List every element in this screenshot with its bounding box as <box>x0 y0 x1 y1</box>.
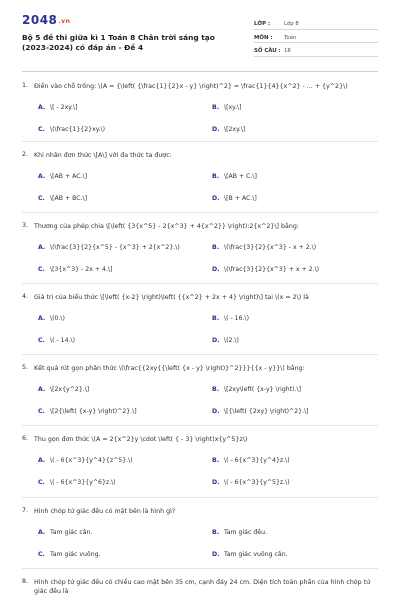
question-number: 2. <box>22 151 29 158</box>
option-text: \( - 16.\) <box>224 315 250 322</box>
option-text: Tam giác vuông cân. <box>224 551 288 558</box>
meta-row-subject: MÔN : Toán <box>254 31 378 44</box>
option-letter: D. <box>212 551 220 558</box>
option-letter: C. <box>38 479 45 486</box>
option-text: \(0.\) <box>50 315 65 322</box>
question-number: 1. <box>22 82 29 89</box>
option-d[interactable] <box>212 266 319 273</box>
option-text: \[2xy\left( {x-y} \right).\] <box>224 386 302 393</box>
option-b[interactable] <box>212 244 316 251</box>
option-c[interactable] <box>38 551 101 558</box>
option-text: Tam giác đều. <box>224 529 267 536</box>
question-number: 7. <box>22 507 29 514</box>
option-letter: A. <box>38 529 46 536</box>
option-text: \(\frac{3}{2}{x^3} - x + 2.\) <box>224 244 317 251</box>
option-letter: D. <box>212 266 220 273</box>
option-b[interactable] <box>212 315 249 322</box>
question-text: Khi nhân đơn thức \[A\] với đa thức ta được: <box>34 152 172 159</box>
question-divider <box>22 283 378 284</box>
option-b[interactable] <box>212 529 267 536</box>
question-divider <box>22 141 378 142</box>
option-letter: B. <box>212 386 220 393</box>
option-letter: D. <box>212 479 220 486</box>
question-text: Điền vào chỗ trống: \(A = {\left( {\frac{1}{2}x - y} \right)^2} = \frac{1}{4}{x^2} - ... + {y^2}\) <box>34 83 348 90</box>
option-a[interactable] <box>38 104 78 111</box>
option-d[interactable] <box>212 551 288 558</box>
option-c[interactable] <box>38 479 116 486</box>
option-a[interactable] <box>38 315 65 322</box>
question-number: 5. <box>22 364 29 371</box>
meta-info <box>254 17 378 58</box>
option-d[interactable] <box>212 479 290 486</box>
question-number: 4. <box>22 293 29 300</box>
option-text: \[3{x^3} - 2x + 4.\] <box>50 266 113 273</box>
question-divider <box>22 212 378 213</box>
header-divider <box>22 71 378 72</box>
option-a[interactable] <box>38 529 92 536</box>
option-letter: B. <box>212 529 220 536</box>
question-text: Hình chóp tứ giác đều có mặt bên là hình gì? <box>34 508 176 515</box>
question-text: Thương của phép chia \[\left( {3{x^5} - 2{x^3} + 4{x^2}} \right):2{x^2}\] bằng: <box>34 223 299 230</box>
question-divider <box>22 568 378 569</box>
option-text: \(\frac{3}{2}{x^5} - {x^3} + 2{x^2}.\) <box>50 244 180 251</box>
option-letter: D. <box>212 337 220 344</box>
option-text: \[B + AC.\] <box>224 195 257 202</box>
option-letter: B. <box>212 457 220 464</box>
question-number: 3. <box>22 222 29 229</box>
option-a[interactable] <box>38 457 133 464</box>
option-letter: D. <box>212 195 220 202</box>
meta-row-class: LỚP : Lớp 8 <box>254 17 378 30</box>
question-text: Giá trị của biểu thức \[\left( {x-2} \right)\left( {{x^2} + 2x + 4} \right)\] tại \(x = 2\) là <box>34 294 309 301</box>
option-letter: B. <box>212 173 220 180</box>
option-d[interactable] <box>212 195 257 202</box>
option-letter: C. <box>38 266 45 273</box>
option-a[interactable] <box>38 244 180 251</box>
option-text: \( - 6{x^3}{y^5}z.\) <box>224 479 290 486</box>
option-text: \[ - 2xy.\] <box>50 104 78 111</box>
option-text: \[AB + AC.\] <box>50 173 88 180</box>
option-text: \( - 14.\) <box>50 337 76 344</box>
option-letter: D. <box>212 408 220 415</box>
option-d[interactable] <box>212 337 239 344</box>
option-letter: B. <box>212 104 220 111</box>
option-b[interactable] <box>212 457 290 464</box>
option-letter: B. <box>212 244 220 251</box>
option-letter: C. <box>38 195 45 202</box>
question-text: Kết quả rút gọn phân thức \(\frac{{2xy{{\left( {x - y} \right)}^2}}}{{x - y}}\) bằng: <box>34 365 305 372</box>
option-text: \(\frac{3}{2}{x^3} + x + 2.\) <box>224 266 320 273</box>
option-text: \[xy.\] <box>224 104 242 111</box>
option-b[interactable] <box>212 173 257 180</box>
option-letter: C. <box>38 408 45 415</box>
option-text: \[AB + BC.\] <box>50 195 88 202</box>
option-c[interactable] <box>38 408 137 415</box>
option-letter: A. <box>38 457 46 464</box>
question-text: Hình chóp tứ giác đều có chiều cao mặt bên 35 cm, cạnh đáy 24 cm. Diện tích toàn phần của hình chóp tứ giác đều là <box>34 579 371 595</box>
document-title: Bộ 5 đề thi giữa kì 1 Toán 8 Chân trời sáng tạo (2023-2024) có đáp án - Đề 4 <box>22 33 215 52</box>
option-text: \[2xy.\] <box>224 126 246 133</box>
option-letter: C. <box>38 126 45 133</box>
page-header <box>0 0 400 66</box>
option-letter: C. <box>38 551 45 558</box>
option-text: Tam giác vuông. <box>50 551 101 558</box>
option-c[interactable] <box>38 126 105 133</box>
option-letter: C. <box>38 337 45 344</box>
option-d[interactable] <box>212 126 245 133</box>
option-c[interactable] <box>38 195 87 202</box>
option-b[interactable] <box>212 386 301 393</box>
option-letter: A. <box>38 386 46 393</box>
option-letter: B. <box>212 315 220 322</box>
question-divider <box>22 354 378 355</box>
option-d[interactable] <box>212 408 309 415</box>
option-text: \(2.\) <box>224 337 239 344</box>
option-text: \[2{\left( {x-y} \right)^2}.\] <box>50 408 137 415</box>
option-letter: D. <box>212 126 220 133</box>
option-text: \(\frac{1}{2}xy.\) <box>50 126 106 133</box>
meta-row-count: SỐ CÂU : 18 <box>254 44 378 57</box>
option-text: \( - 6{x^3}{y^4}z.\) <box>224 457 290 464</box>
option-text: Tam giác cân. <box>50 529 93 536</box>
option-a[interactable] <box>38 386 89 393</box>
question-number: 6. <box>22 435 29 442</box>
question-number: 8. <box>22 578 29 585</box>
option-text: \[{\left( {2xy} \right)^2}.\] <box>224 408 309 415</box>
option-c[interactable] <box>38 337 75 344</box>
option-letter: A. <box>38 244 46 251</box>
site-logo[interactable]: 2048.vn <box>22 13 71 27</box>
option-a[interactable] <box>38 173 87 180</box>
question-divider <box>22 425 378 426</box>
option-text: \[2x{y^2}.\] <box>50 386 90 393</box>
option-text: \( - 6{x^3}{y^6}z.\) <box>50 479 116 486</box>
option-c[interactable] <box>38 266 112 273</box>
question-divider <box>22 497 378 498</box>
option-letter: A. <box>38 104 46 111</box>
option-text: \[AB + C.\] <box>224 173 257 180</box>
option-letter: A. <box>38 173 46 180</box>
option-text: \( - 6{x^3}{y^4}{z^5}.\) <box>50 457 133 464</box>
question-text: Thu gọn đơn thức \(A = 2{x^2}y \cdot \left( { - 3} \right)x{y^5}z\) <box>34 436 248 443</box>
option-b[interactable] <box>212 104 241 111</box>
option-letter: A. <box>38 315 46 322</box>
